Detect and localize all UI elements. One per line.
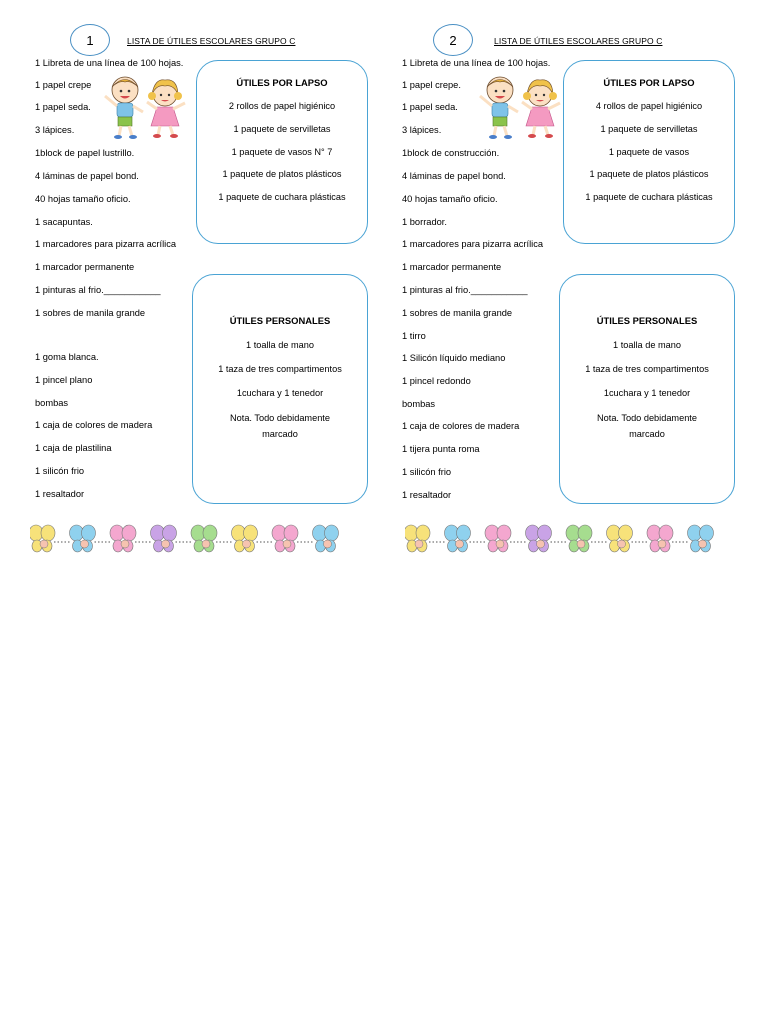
list-item: bombas [402, 399, 436, 409]
butterfly-icon [688, 525, 714, 552]
list-item: 1 sacapuntas. [35, 217, 93, 227]
list-item: 1 silicón frio [402, 467, 452, 477]
butterfly-icon [647, 525, 689, 552]
list-item: 1 tirro [402, 331, 426, 341]
butterfly-icon [566, 525, 608, 552]
list-item: 1 pincel plano [35, 375, 93, 385]
list-item: 1 marcadores para pizarra acrílica [35, 239, 177, 249]
list-item: 40 hojas tamaño oficio. [35, 194, 131, 204]
list-number: 1 [86, 32, 94, 48]
lapso-title: ÚTILES POR LAPSO [603, 77, 695, 88]
personal-item: 1cuchara y 1 tenedor [603, 388, 691, 398]
list-number-badge [70, 24, 110, 56]
personal-supplies-box [192, 274, 368, 504]
list-item: 1 silicón frio [35, 466, 85, 476]
list-item: 1block de papel lustrillo. [35, 148, 135, 158]
list-item: 4 láminas de papel bond. [35, 171, 139, 181]
list-item: 3 lápices. [402, 125, 442, 135]
supply-list-2 [367, 0, 751, 570]
list-item: 3 lápices. [35, 125, 75, 135]
butterfly-icon [70, 525, 112, 552]
butterfly-border [30, 520, 355, 560]
personal-item: 1 taza de tres compartimentos [218, 364, 342, 374]
personal-item: 1 toalla de mano [246, 340, 314, 350]
lapso-supplies-box [196, 60, 368, 244]
list-item: 1 pincel redondo [402, 376, 471, 386]
butterfly-icon [526, 525, 568, 552]
lapso-item: 1 paquete de platos plásticos [222, 169, 342, 179]
butterfly-icon [191, 525, 233, 552]
butterfly-icon [151, 525, 193, 552]
butterfly-icon [445, 525, 487, 552]
lapso-item: 1 paquete de servilletas [600, 124, 698, 134]
personal-note: marcado [262, 429, 298, 439]
list-number-badge [433, 24, 473, 56]
butterfly-icon [110, 525, 152, 552]
list-item: 1 caja de colores de madera [402, 421, 520, 431]
personal-item: 1cuchara y 1 tenedor [236, 388, 324, 398]
list-item: 1 tijera punta roma [402, 444, 480, 454]
list-item: 1 borrador. [402, 217, 447, 227]
lapso-supplies-box [563, 60, 735, 244]
list-item: 1 caja de plastilina [35, 443, 112, 453]
list-item: 1 Libreta de una línea de 100 hojas. [35, 58, 184, 68]
butterfly-icon [313, 525, 339, 552]
list-title: LISTA DE ÚTILES ESCOLARES GRUPO C [494, 36, 663, 46]
butterfly-border [405, 520, 730, 560]
personal-supplies-box [559, 274, 735, 504]
personal-note: Nota. Todo debidamente [597, 413, 697, 423]
kids-illustration [95, 72, 195, 142]
list-title: LISTA DE ÚTILES ESCOLARES GRUPO C [127, 36, 296, 46]
list-item: 1 sobres de manila grande [402, 308, 513, 318]
lapso-title: ÚTILES POR LAPSO [236, 77, 328, 88]
list-item: bombas [35, 398, 69, 408]
personal-note: Nota. Todo debidamente [230, 413, 330, 423]
lapso-item: 2 rollos de papel higiénico [228, 101, 336, 111]
lapso-item: 1 paquete de cuchara plásticas [218, 192, 346, 202]
kids-illustration [470, 72, 570, 142]
list-item: 1 papel seda. [35, 102, 91, 112]
lapso-item: 1 paquete de vasos N° 7 [231, 147, 333, 157]
lapso-item: 1 paquete de servilletas [233, 124, 331, 134]
list-item: 1 marcador permanente [35, 262, 135, 272]
list-item: 1 caja de colores de madera [35, 420, 153, 430]
list-item: 1 resaltador [402, 490, 452, 500]
list-item: 1 papel seda. [402, 102, 458, 112]
list-item: 1 pinturas al frio.___________ [35, 285, 161, 295]
butterfly-icon [30, 525, 71, 552]
list-item: 1 Silicón líquido mediano [402, 353, 506, 363]
list-item: 4 láminas de papel bond. [402, 171, 506, 181]
personal-title: ÚTILES PERSONALES [596, 315, 698, 326]
butterfly-icon [405, 525, 446, 552]
butterfly-icon [607, 525, 649, 552]
list-item: 1 sobres de manila grande [35, 308, 146, 318]
list-item: 40 hojas tamaño oficio. [402, 194, 498, 204]
list-item: 1 goma blanca. [35, 352, 99, 362]
lapso-item: 4 rollos de papel higiénico [595, 101, 703, 111]
list-item: 1 Libreta de una línea de 100 hojas. [402, 58, 551, 68]
personal-item: 1 taza de tres compartimentos [585, 364, 709, 374]
personal-item: 1 toalla de mano [613, 340, 681, 350]
list-item: 1 marcadores para pizarra acrílica [402, 239, 544, 249]
butterfly-icon [485, 525, 527, 552]
list-item: 1 pinturas al frio.___________ [402, 285, 528, 295]
lapso-item: 1 paquete de vasos [608, 147, 690, 157]
personal-note: marcado [629, 429, 665, 439]
list-item: 1 papel crepe [35, 80, 92, 90]
list-item: 1 marcador permanente [402, 262, 502, 272]
list-item: 1block de construcción. [402, 148, 500, 158]
supply-list-1 [0, 0, 384, 570]
lapso-item: 1 paquete de cuchara plásticas [585, 192, 713, 202]
lapso-item: 1 paquete de platos plásticos [589, 169, 709, 179]
personal-title: ÚTILES PERSONALES [229, 315, 331, 326]
butterfly-icon [232, 525, 274, 552]
butterfly-icon [272, 525, 314, 552]
list-number: 2 [449, 32, 457, 48]
list-item: 1 papel crepe. [402, 80, 461, 90]
list-item: 1 resaltador [35, 489, 85, 499]
